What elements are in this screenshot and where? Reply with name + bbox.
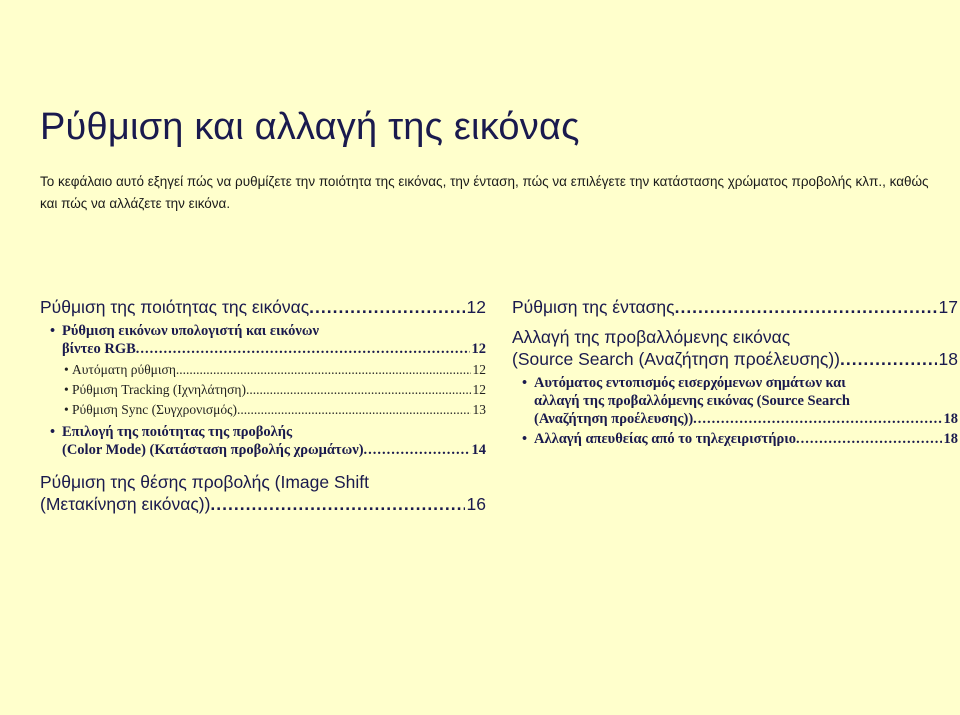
toc-page-number: 18	[943, 431, 958, 447]
bullet-icon: •	[64, 362, 69, 377]
dot-leader	[364, 441, 470, 459]
toc-title: Αλλαγή απευθείας από το τηλεχειριστήριο	[534, 431, 796, 447]
toc-title-line: (Color Mode) (Κατάσταση προβολής χρωμάτων)	[62, 442, 364, 458]
toc-title: Ρύθμιση Tracking (Ιχνηλάτηση)	[72, 382, 246, 397]
toc-link-tracking[interactable]	[40, 380, 486, 400]
toc-page-number: 12	[466, 297, 486, 317]
toc-title-line: αλλαγή της προβαλλόμενης εικόνας (Source Search	[534, 393, 850, 409]
toc-title: Ρύθμιση της ποιότητας της εικόνας	[40, 297, 310, 317]
toc-title-line: (Source Search (Αναζήτηση προέλευσης))	[512, 349, 840, 369]
toc-title-line: Επιλογή της ποιότητας της προβολής	[62, 424, 293, 440]
toc-page-number: 12	[472, 382, 486, 397]
page-title: Ρύθμιση και αλλαγή της εικόνας	[40, 106, 580, 148]
toc-right-column	[512, 296, 958, 448]
toc-title-line: (Αναζήτηση προέλευσης))	[534, 411, 694, 427]
bullet-icon: •	[64, 402, 69, 417]
toc-title-line: βίντεο RGB	[62, 341, 136, 357]
dot-leader	[176, 360, 471, 380]
dot-leader	[210, 493, 464, 515]
dot-leader	[675, 296, 937, 318]
toc-title-line: Αλλαγή της προβαλλόμενης εικόνας	[512, 327, 791, 347]
bullet-icon: •	[50, 424, 56, 440]
toc-title-line: Αυτόματος εντοπισμός εισερχόμενων σημάτων και	[534, 375, 846, 391]
toc-link-auto-detect[interactable]	[512, 374, 958, 428]
toc-page-number: 18	[938, 349, 958, 369]
toc-page-number: 13	[472, 402, 486, 417]
toc-link-volume[interactable]	[512, 296, 958, 318]
bullet-icon: •	[50, 323, 56, 339]
dot-leader	[246, 380, 471, 400]
dot-leader	[693, 410, 941, 428]
toc-page-number: 12	[471, 341, 486, 357]
toc-left-column	[40, 296, 486, 515]
toc-link-remote-control[interactable]	[512, 430, 958, 448]
bullet-icon: •	[522, 375, 528, 391]
toc-link-image-shift[interactable]	[40, 471, 486, 515]
dot-leader	[237, 400, 471, 420]
toc-page-number: 18	[943, 411, 958, 427]
toc-title: Ρύθμιση Sync (Συγχρονισμός)	[72, 402, 237, 417]
dot-leader	[136, 340, 470, 358]
toc-title-line: Ρύθμιση της θέσης προβολής (Image Shift	[40, 472, 369, 492]
toc-page-number: 12	[472, 362, 486, 377]
toc-title-line: Ρύθμιση εικόνων υπολογιστή και εικόνων	[62, 323, 319, 339]
toc-title-line: (Μετακίνηση εικόνας))	[40, 494, 211, 514]
bullet-icon: •	[522, 431, 528, 447]
toc-link-image-quality[interactable]	[40, 296, 486, 318]
toc-page-number: 16	[466, 494, 486, 514]
toc-page-number: 14	[471, 442, 486, 458]
dot-leader	[309, 296, 464, 318]
toc-link-sync[interactable]	[40, 400, 486, 420]
toc-title: Ρύθμιση της έντασης	[512, 297, 675, 317]
bullet-icon: •	[64, 382, 69, 397]
toc-page-number: 17	[938, 297, 958, 317]
toc-link-source-search[interactable]	[512, 326, 958, 370]
toc-link-rgb-adjust[interactable]	[40, 322, 486, 358]
dot-leader	[796, 430, 942, 448]
dot-leader	[840, 348, 937, 370]
toc-title: Αυτόματη ρύθμιση	[72, 362, 176, 377]
toc-link-color-mode[interactable]	[40, 423, 486, 459]
toc-link-auto-adjust[interactable]	[40, 360, 486, 380]
intro-paragraph: Το κεφάλαιο αυτό εξηγεί πώς να ρυθμίζετε την ποιότητα της εικόνας, την ένταση, πώς να επιλέγετε την κατάστασης χρώματος προβολής κλπ., καθώς και πώς να αλλάζετε την εικόνα.	[40, 174, 929, 211]
